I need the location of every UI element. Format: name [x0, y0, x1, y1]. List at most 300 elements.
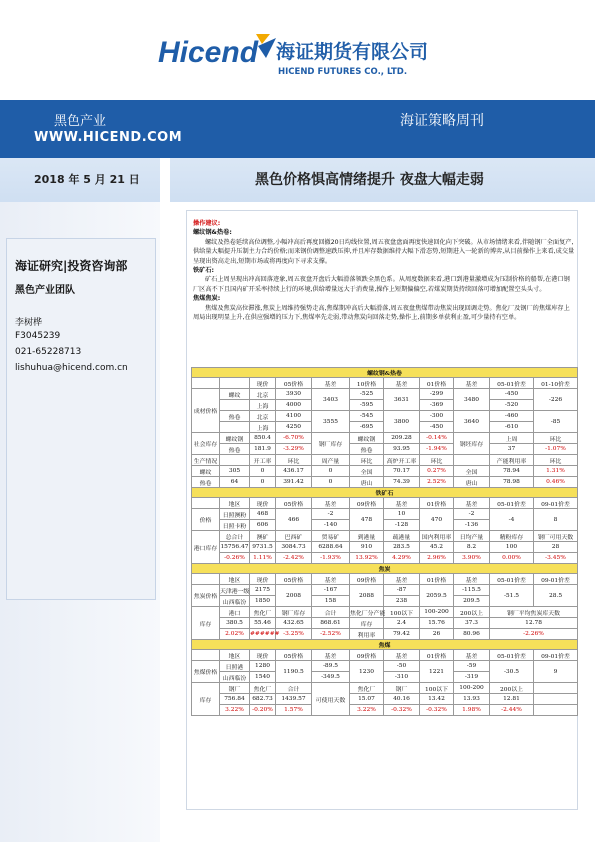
table-row: [192, 650, 578, 661]
report-title: 黑色价格惧高情绪提升 夜盘大幅走弱: [255, 172, 484, 188]
table-cell: 上海: [250, 422, 276, 433]
table-cell: 基差: [312, 650, 350, 661]
report-name: 海证策略周刊: [400, 113, 484, 129]
table-row: [192, 705, 578, 716]
table-cell: 焦化厂: [250, 683, 276, 694]
table-cell: 可使用天数: [312, 683, 350, 716]
table-cell: 现价: [250, 498, 276, 509]
table-cell: 1230: [350, 661, 384, 683]
table-cell: -369: [420, 400, 454, 411]
table-cell: 1540: [250, 672, 276, 683]
section-title-ore: 铁矿石:: [193, 267, 215, 275]
website-link[interactable]: WWW.HICEND.COM: [34, 130, 183, 145]
table-cell: 钢坯库存: [454, 433, 490, 455]
table-cell: 1190.5: [276, 661, 312, 683]
table-cell: 精粉库存: [490, 531, 534, 542]
table-cell: 09-01价差: [534, 498, 578, 509]
table-cell: 05-01价差: [490, 574, 534, 585]
table-cell: 钢厂平均焦炭库天数: [490, 607, 578, 618]
table-cell: 79.42: [384, 629, 420, 640]
table-cell: 09-01价差: [534, 574, 578, 585]
section-text-steel: 螺纹及热卷延续高位调整,小幅冲高后再度回撤20日均线位置,周五夜盘盘面再度快速回化向下突破。从市场情绪来看,伴随钢厂全面复产,供给量大幅提升压制主力合约价格;而来钢价调整速跌压抑,并且库存数据维持大幅下滑态势,短期进入一轮新的博弈,从目前操作上来看,成交量呈现出资高走出,短期市场或将再度向下寻求支撑。: [193, 238, 575, 265]
table-cell: 8: [534, 509, 578, 531]
table-cell: 13.42: [420, 694, 454, 705]
table-cell: 15756.47: [220, 542, 250, 553]
table-cell: 4000: [276, 400, 312, 411]
table-cell: 13.92%: [350, 553, 384, 564]
table-cell: 3555: [312, 411, 350, 433]
table-cell: 45.2: [420, 542, 454, 553]
table-cell: 巴西矿: [276, 531, 312, 542]
table-cell: 焦化厂: [250, 607, 276, 618]
table-row: [192, 661, 578, 672]
table-cell: -3.45%: [534, 553, 578, 564]
table-cell: 64: [220, 477, 250, 488]
table-cell: 基差: [454, 574, 490, 585]
table-cell: 地区: [220, 498, 250, 509]
table-cell: 09价格: [350, 498, 384, 509]
table-cell: -59: [454, 661, 490, 672]
table-cell: -226: [534, 389, 578, 411]
table-row: [192, 444, 578, 455]
table-cell: 200以上: [490, 683, 534, 694]
table-cell: 868.61: [312, 618, 350, 629]
table-cell: 05价格: [276, 650, 312, 661]
table-cell: 3.90%: [454, 553, 490, 564]
table-cell: 1221: [420, 661, 454, 683]
table-cell: 01价格: [420, 498, 454, 509]
table-cell: -3.29%: [276, 444, 312, 455]
table-cell: 100: [490, 542, 534, 553]
table-cell: 钢厂: [220, 683, 250, 694]
table-cell: 682.73: [250, 694, 276, 705]
table-cell: 港口库存: [192, 531, 220, 564]
table-cell: -4: [490, 509, 534, 531]
table-cell: 山西临汾: [220, 596, 250, 607]
company-name-cn: 海证期货有限公司: [276, 41, 429, 63]
table-cell: 305: [220, 466, 250, 477]
table-cell: -595: [350, 400, 384, 411]
table-cell: [192, 498, 220, 509]
table-cell: 热卷: [192, 477, 220, 488]
table-cell: 181.9: [250, 444, 276, 455]
table-cell: 高炉开工率: [384, 455, 420, 466]
table-cell: 热卷: [350, 444, 384, 455]
table-row: [192, 564, 578, 574]
table-cell: 澳矿: [250, 531, 276, 542]
table-cell: 100-200: [454, 683, 490, 694]
table-cell: [220, 400, 250, 411]
table-cell: [534, 683, 578, 694]
table-cell: 0.00%: [490, 553, 534, 564]
table-cell: 3.22%: [220, 705, 250, 716]
table-cell: [454, 455, 490, 466]
table-cell: 日照澳粉: [220, 509, 250, 520]
table-cell: 37.3: [454, 618, 490, 629]
table-cell: 6288.64: [312, 542, 350, 553]
table-cell: 1850: [250, 596, 276, 607]
table-cell: 日照港: [220, 661, 250, 672]
table-cell: 05-01价差: [490, 498, 534, 509]
table-cell: -520: [490, 400, 534, 411]
table-cell: -0.14%: [420, 433, 454, 444]
table-cell: 基差: [312, 574, 350, 585]
table-cell: 全国: [350, 466, 384, 477]
table-cell: 港口: [220, 607, 250, 618]
table-cell: 850.4: [250, 433, 276, 444]
table-cell: 100-200: [420, 607, 454, 618]
analyst-name: 李树桦: [15, 318, 43, 328]
table-cell: -300: [420, 411, 454, 422]
table-cell: 利用率: [350, 629, 384, 640]
table-cell: 基差: [312, 498, 350, 509]
table-cell: 焦煤: [192, 640, 578, 650]
table-cell: 贸易矿: [312, 531, 350, 542]
table-cell: 现价: [250, 650, 276, 661]
table-cell: -2: [312, 509, 350, 520]
table-cell: 05价格: [276, 574, 312, 585]
table-cell: 北京: [250, 389, 276, 400]
table-cell: -51.5: [490, 585, 534, 607]
table-cell: ######: [250, 629, 276, 640]
table-cell: 756.84: [220, 694, 250, 705]
table-row: [192, 509, 578, 520]
table-cell: -0.32%: [420, 705, 454, 716]
table-cell: 3800: [384, 411, 420, 433]
table-cell: 37: [490, 444, 534, 455]
table-cell: 100以下: [420, 683, 454, 694]
table-row: [192, 640, 578, 650]
table-cell: 1280: [250, 661, 276, 672]
table-cell: 开工率: [250, 455, 276, 466]
table-cell: -460: [490, 411, 534, 422]
analyst-license: F3045239: [15, 331, 61, 341]
table-cell: -2.52%: [312, 629, 350, 640]
table-cell: 238: [384, 596, 420, 607]
table-cell: 螺纹钢: [350, 433, 384, 444]
table-cell: 环比: [534, 455, 578, 466]
table-cell: 1.57%: [276, 705, 312, 716]
table-cell: -0.26%: [220, 553, 250, 564]
sidebar: [0, 202, 160, 842]
table-cell: 库存: [350, 618, 384, 629]
table-cell: 09价格: [350, 574, 384, 585]
analyst-email[interactable]: lishuhua@hicend.com.cn: [15, 363, 128, 373]
header-band: [0, 100, 595, 158]
table-cell: 28: [534, 542, 578, 553]
table-cell: 基差: [384, 574, 420, 585]
market-data-table: [191, 367, 578, 716]
table-cell: 391.42: [276, 477, 312, 488]
table-cell: 55.46: [250, 618, 276, 629]
table-cell: 热卷: [220, 411, 250, 422]
table-cell: 焦煤价格: [192, 661, 220, 683]
table-cell: 0: [250, 477, 276, 488]
table-cell: 地区: [220, 650, 250, 661]
table-cell: 01价格: [420, 378, 454, 389]
table-cell: 基差: [454, 650, 490, 661]
table-row: [192, 618, 578, 629]
table-cell: -50: [384, 661, 420, 672]
table-cell: 唐山: [454, 477, 490, 488]
table-cell: 生产情况: [192, 455, 220, 466]
table-cell: 468: [250, 509, 276, 520]
strategy-summary: [193, 219, 575, 322]
table-cell: -128: [384, 520, 420, 531]
table-cell: 12.78: [490, 618, 578, 629]
table-cell: 0: [250, 466, 276, 477]
table-cell: 432.65: [276, 618, 312, 629]
table-cell: 焦化厂分产能: [350, 607, 384, 618]
table-cell: 上海: [250, 400, 276, 411]
table-cell: 78.98: [490, 477, 534, 488]
department-heading: 海证研究|投资咨询部: [15, 259, 128, 273]
table-cell: 2008: [276, 585, 312, 607]
table-cell: 09-01价差: [534, 650, 578, 661]
table-cell: 合计: [276, 683, 312, 694]
table-cell: 2088: [350, 585, 384, 607]
table-cell: 山西临汾: [220, 672, 250, 683]
table-cell: 05-01价差: [490, 650, 534, 661]
table-cell: 焦化厂: [350, 683, 384, 694]
table-row: [192, 368, 578, 378]
table-cell: 2.96%: [420, 553, 454, 564]
table-cell: -30.5: [490, 661, 534, 683]
table-cell: 8.2: [454, 542, 490, 553]
table-cell: 200以上: [454, 607, 490, 618]
table-cell: -1.93%: [312, 553, 350, 564]
table-cell: 05价格: [276, 498, 312, 509]
category-label: 黑色产业: [54, 114, 107, 129]
table-cell: -115.5: [454, 585, 490, 596]
table-cell: 01价格: [420, 650, 454, 661]
table-cell: -87: [384, 585, 420, 596]
table-cell: 现价: [250, 378, 276, 389]
table-cell: -3.25%: [276, 629, 312, 640]
table-cell: 01价格: [420, 574, 454, 585]
table-row: [192, 477, 578, 488]
table-cell: 12.81: [490, 694, 534, 705]
table-cell: 26: [420, 629, 454, 640]
table-cell: 总合计: [220, 531, 250, 542]
table-cell: 80.96: [454, 629, 490, 640]
company-name-en: HICEND FUTURES CO., LTD.: [278, 67, 408, 77]
table-cell: 9731.5: [250, 542, 276, 553]
table-cell: 01-10价差: [534, 378, 578, 389]
table-cell: 上周: [490, 433, 534, 444]
table-cell: 466: [276, 509, 312, 531]
table-cell: -319: [454, 672, 490, 683]
table-cell: 3930: [276, 389, 312, 400]
table-cell: 价格: [192, 509, 220, 531]
table-cell: [534, 694, 578, 705]
table-cell: 基差: [454, 378, 490, 389]
table-cell: 到港量: [350, 531, 384, 542]
table-cell: 93.95: [384, 444, 420, 455]
table-cell: 910: [350, 542, 384, 553]
table-row: [192, 531, 578, 542]
table-row: [192, 629, 578, 640]
table-cell: 1.11%: [250, 553, 276, 564]
table-cell: 05-01价差: [490, 378, 534, 389]
table-cell: 全国: [454, 466, 490, 477]
table-cell: 0.46%: [534, 477, 578, 488]
table-cell: 3.22%: [350, 705, 384, 716]
table-cell: 现价: [250, 574, 276, 585]
table-cell: 成材价格: [192, 389, 220, 433]
table-cell: 2175: [250, 585, 276, 596]
table-cell: 钢厂库存: [276, 607, 312, 618]
section-text-coke: 焦煤及焦炭高位滞涨,焦炭上周维持强势走高,焦煤期冲高后大幅滑落,周五夜盘焦煤带动焦炭出现回调走势。焦化厂及钢厂的焦煤库存上周局出现明显上升,在供应强增的压力下,焦煤率先走弱,带动焦炭向回落走势,操作上,前期多单获利止盈,可少量持有空单。: [193, 304, 570, 322]
table-row: [192, 683, 578, 694]
table-cell: 2.4: [384, 618, 420, 629]
table-cell: 209.5: [454, 596, 490, 607]
table-cell: 基差: [384, 378, 420, 389]
table-cell: -525: [350, 389, 384, 400]
table-cell: 基差: [384, 498, 420, 509]
logo-wordmark: Hicend: [158, 36, 259, 69]
table-row: [192, 389, 578, 400]
table-cell: 380.5: [220, 618, 250, 629]
table-row: [192, 433, 578, 444]
table-row: [192, 455, 578, 466]
table-cell: 4100: [276, 411, 312, 422]
table-cell: 天津港一级: [220, 585, 250, 596]
table-cell: 0: [312, 477, 350, 488]
table-cell: 9: [534, 661, 578, 683]
table-cell: 热卷: [220, 444, 250, 455]
table-cell: 北京: [250, 411, 276, 422]
table-cell: 基差: [384, 650, 420, 661]
table-cell: [534, 705, 578, 716]
table-cell: -85: [534, 411, 578, 433]
table-cell: -695: [350, 422, 384, 433]
table-cell: 100以下: [384, 607, 420, 618]
section-text-ore: 矿石上周呈现出冲高回落迹象,周五夜盘开盘后大幅滑落领跌全黑色系。从周度数据来看,港口到港量激增成为压制价格的船帮,在港口钢厂区高不下且国内矿开采率持续上行的环境,供给增量远大于消费量,操作上短期偏偏空,若煤炭期货持续回落可增加配置空头头寸。: [193, 276, 570, 293]
table-cell: 78.94: [490, 466, 534, 477]
report-body: [186, 210, 578, 810]
table-cell: 焦炭价格: [192, 585, 220, 607]
table-cell: 606: [250, 520, 276, 531]
table-row: [192, 498, 578, 509]
report-date: 2018 年 5 月 21 日: [34, 173, 140, 186]
table-cell: 环比: [534, 433, 578, 444]
table-row: [192, 585, 578, 596]
table-cell: 疏港量: [384, 531, 420, 542]
analyst-phone: 021-65228713: [15, 347, 82, 357]
table-cell: -2.26%: [490, 629, 578, 640]
table-cell: 0: [312, 466, 350, 477]
table-cell: 2.52%: [420, 477, 454, 488]
table-cell: 基差: [454, 498, 490, 509]
table-cell: [220, 378, 250, 389]
table-cell: 70.17: [384, 466, 420, 477]
table-cell: 2.02%: [220, 629, 250, 640]
section-title-steel: 螺纹钢&热卷:: [193, 229, 232, 237]
table-cell: -136: [454, 520, 490, 531]
table-cell: 40.16: [384, 694, 420, 705]
table-cell: 09价格: [350, 650, 384, 661]
table-cell: 日均产量: [454, 531, 490, 542]
table-cell: -140: [312, 520, 350, 531]
table-cell: [192, 650, 220, 661]
table-cell: 周产量: [312, 455, 350, 466]
table-cell: 焦炭: [192, 564, 578, 574]
table-cell: 1.31%: [534, 466, 578, 477]
table-cell: 15.76: [420, 618, 454, 629]
table-cell: -1.94%: [420, 444, 454, 455]
table-cell: 74.39: [384, 477, 420, 488]
table-row: [192, 574, 578, 585]
table-cell: 基差: [312, 378, 350, 389]
table-cell: -167: [312, 585, 350, 596]
table-cell: 209.28: [384, 433, 420, 444]
analyst-card: [6, 238, 156, 600]
table-cell: 唐山: [350, 477, 384, 488]
table-cell: 1439.57: [276, 694, 312, 705]
table-cell: 库存: [192, 683, 220, 716]
table-cell: -299: [420, 389, 454, 400]
section-title-coke: 焦煤焦炭:: [193, 295, 221, 303]
table-cell: [192, 574, 220, 585]
table-cell: 铁矿石: [192, 488, 578, 498]
table-row: [192, 694, 578, 705]
table-cell: 环比: [276, 455, 312, 466]
table-cell: -0.20%: [250, 705, 276, 716]
table-cell: -2.42%: [276, 553, 312, 564]
table-cell: -450: [490, 389, 534, 400]
table-cell: 钢厂可用天数: [534, 531, 578, 542]
table-cell: 社会库存: [192, 433, 220, 455]
table-cell: 国内利用率: [420, 531, 454, 542]
summary-heading: 操作建议:: [193, 220, 221, 227]
table-cell: 产能利用率: [490, 455, 534, 466]
table-cell: 478: [350, 509, 384, 531]
table-cell: -2: [454, 509, 490, 520]
table-cell: -1.07%: [534, 444, 578, 455]
table-row: [192, 553, 578, 564]
table-cell: 0.27%: [420, 466, 454, 477]
table-cell: 4.29%: [384, 553, 420, 564]
hicend-logo: [158, 28, 448, 80]
team-name: 黑色产业团队: [15, 285, 75, 296]
table-cell: 13.93: [454, 694, 490, 705]
table-cell: -0.32%: [384, 705, 420, 716]
table-cell: -610: [490, 422, 534, 433]
table-cell: [220, 422, 250, 433]
table-cell: 库存: [192, 607, 220, 640]
table-cell: [220, 455, 250, 466]
table-cell: 日照卡粉: [220, 520, 250, 531]
table-cell: 环比: [420, 455, 454, 466]
table-cell: 3631: [384, 389, 420, 411]
table-cell: 05价格: [276, 378, 312, 389]
table-row: [192, 466, 578, 477]
table-row: [192, 607, 578, 618]
table-cell: 436.17: [276, 466, 312, 477]
table-cell: 钢厂库存: [312, 433, 350, 455]
table-cell: 158: [312, 596, 350, 607]
table-cell: 合计: [312, 607, 350, 618]
table-cell: -2.44%: [490, 705, 534, 716]
table-cell: 螺纹钢: [220, 433, 250, 444]
table-cell: -349.5: [312, 672, 350, 683]
table-cell: 3403: [312, 389, 350, 411]
table-cell: 2059.5: [420, 585, 454, 607]
table-cell: 钢厂: [384, 683, 420, 694]
table-cell: 283.5: [384, 542, 420, 553]
table-row: [192, 542, 578, 553]
